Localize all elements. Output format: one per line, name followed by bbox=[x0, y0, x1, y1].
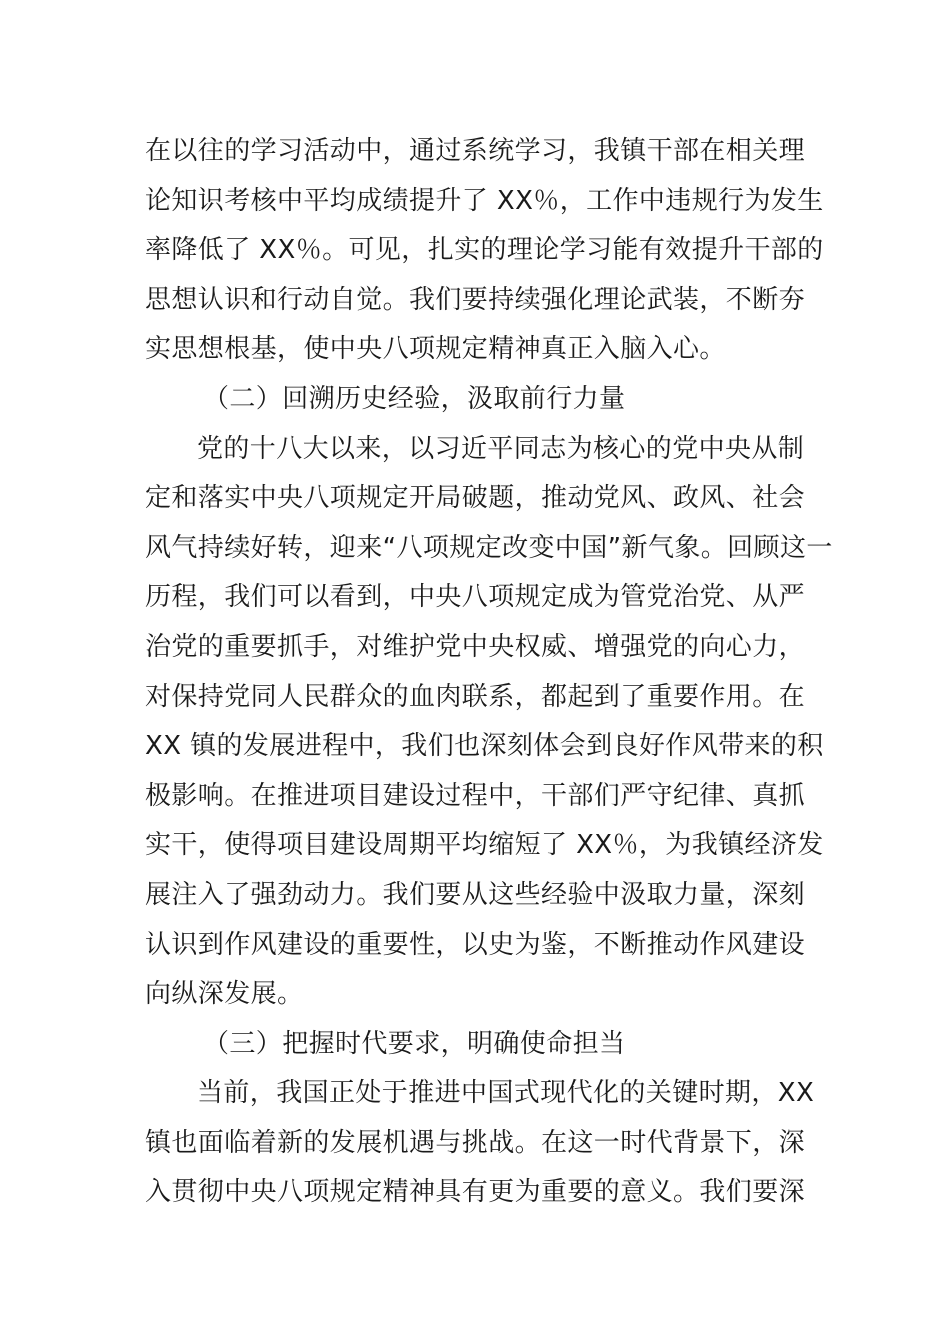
text-line: 入贯彻中央八项规定精神具有更为重要的意义。我们要深 bbox=[145, 1177, 806, 1208]
text-line: 在以往的学习活动中，通过系统学习，我镇干部在相关理 bbox=[145, 136, 806, 166]
text-line: 展注入了强劲动力。我们要从这些经验中汲取力量，深刻 bbox=[145, 879, 806, 910]
text-line: 认识到作风建设的重要性，以史为鉴，不断推动作风建设 bbox=[145, 929, 806, 960]
document-body bbox=[145, 127, 833, 1218]
section-heading-3 bbox=[145, 1020, 807, 1070]
paragraph-1 bbox=[145, 127, 824, 375]
text-line: 对保持党同人民群众的血肉联系，都起到了重要作用。在 bbox=[145, 681, 806, 712]
text-line: 定和落实中央八项规定开局破题，推动党风、政风、社会 bbox=[145, 483, 806, 514]
text-line: 历程，我们可以看到，中央八项规定成为管党治党、从严 bbox=[145, 582, 806, 613]
text-line: XX 镇的发展进程中，我们也深刻体会到良好作风带来的积 bbox=[145, 731, 824, 762]
text-line: 当前，我国正处于推进中国式现代化的关键时期，XX bbox=[197, 1078, 815, 1109]
text-line: 实干，使得项目建设周期平均缩短了 XX％，为我镇经济发 bbox=[145, 830, 824, 861]
text-line: 风气持续好转，迎来“八项规定改变中国”新气象。回顾这一 bbox=[145, 532, 833, 563]
paragraph-3 bbox=[145, 1069, 815, 1218]
heading-text: （三）把握时代要求，明确使命担当 bbox=[203, 1028, 626, 1059]
text-line: 镇也面临着新的发展机遇与挑战。在这一时代背景下，深 bbox=[145, 1127, 806, 1158]
text-line: 率降低了 XX％。可见，扎实的理论学习能有效提升干部的 bbox=[145, 235, 824, 266]
text-line: 治党的重要抓手，对维护党中央权威、增强党的向心力， bbox=[145, 631, 806, 662]
text-line: 向纵深发展。 bbox=[145, 979, 304, 1010]
text-line: 党的十八大以来，以习近平同志为核心的党中央从制 bbox=[197, 433, 805, 464]
text-line: 思想认识和行动自觉。我们要持续强化理论武装，不断夯 bbox=[145, 284, 806, 315]
text-line: 极影响。在推进项目建设过程中，干部们严守纪律、真抓 bbox=[145, 780, 806, 811]
text-line: 论知识考核中平均成绩提升了 XX％，工作中违规行为发生 bbox=[145, 185, 824, 216]
text-line: 实思想根基，使中央八项规定精神真正入脑入心。 bbox=[145, 334, 726, 365]
heading-text: （二）回溯历史经验，汲取前行力量 bbox=[203, 383, 626, 414]
paragraph-2 bbox=[145, 425, 833, 1020]
section-heading-2 bbox=[145, 375, 807, 425]
